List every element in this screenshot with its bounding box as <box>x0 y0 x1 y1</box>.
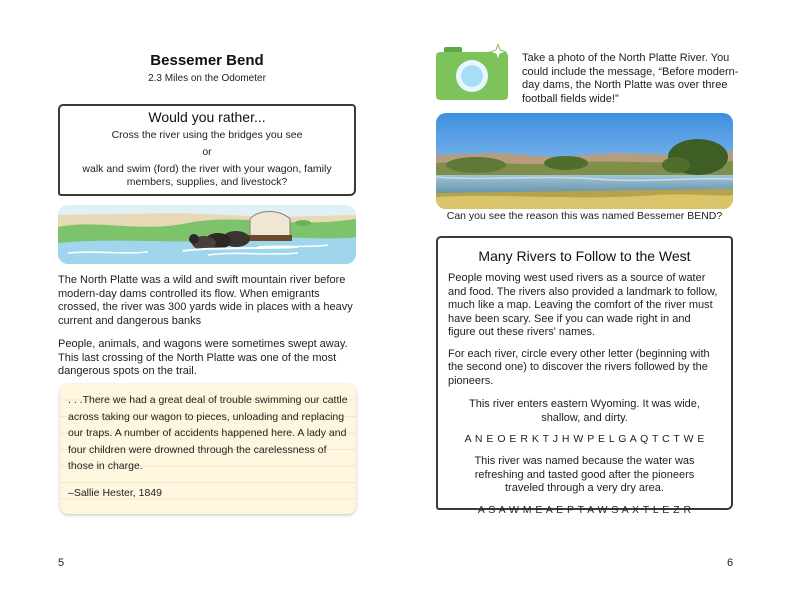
wagon-crossing-illustration <box>58 205 356 264</box>
would-you-rather-title: Would you rather... <box>148 109 266 125</box>
swept-away-paragraph: People, animals, and wagons were sometimes swept away. This last crossing of the North Platte was one of the most dangerous spots on the trail. <box>58 338 348 377</box>
photo-prompt: Take a photo of the North Platte River. You could include the message, “Before modern-day dams, the North Platte was over three football fields wide!” <box>522 52 739 105</box>
rivers-intro-paragraph: People moving west used rivers as a source of water and food. The rivers also provided a landmark to follow, much like a map. Leaving the comfort of the river must have been scary. See if you can wade right in and figure out these rivers' names. <box>448 272 718 338</box>
option-bridges: Cross the river using the bridges you see <box>111 129 303 141</box>
page-title: Bessemer Bend <box>150 52 264 69</box>
page-number-left: 5 <box>58 557 65 569</box>
quote-attribution: –Sallie Hester, 1849 <box>68 486 162 499</box>
north-platte-paragraph: The North Platte was a wild and swift mountain river before modern-day dams controlled its flow. When emigrants crossed, the river was 300 yards wide in places with a heavy current and dangerous banks <box>58 274 353 327</box>
option-or: or <box>202 146 212 158</box>
rivers-instructions: For each river, circle every other letter (beginning with the second one) to discover the rivers followed by the pioneers. <box>448 347 710 387</box>
page-number-right: 6 <box>727 557 734 569</box>
option-ford: walk and swim (ford) the river with your wagon, family members, supplies, and livestock? <box>82 163 332 188</box>
north-platte-river-photo <box>436 113 733 209</box>
diary-quote-card <box>60 384 356 514</box>
quote-text: . . .There we had a great deal of trouble swimming our cattle across taking our wagon to pieces, unloading and replacing our traps. A number of accidents happened here. A lady and four children were drowned through the carelessness of those in charge. <box>68 394 348 472</box>
photo-caption: Can you see the reason this was named Bessemer BEND? <box>446 210 723 222</box>
would-you-rather-box <box>58 104 356 196</box>
letter-puzzle-1: A N E O E R K T J H W P E L G A Q T C T W E <box>464 433 705 445</box>
camera-icon <box>434 44 510 102</box>
river-clue-2: This river was named because the water was refreshing and tasted good after the pioneers traveled through a very dry area. <box>474 455 695 494</box>
rivers-title: Many Rivers to Follow to the West <box>478 248 691 264</box>
letter-puzzle-2: A S A W M E A E P T A W S A X T L E Z R <box>477 503 692 516</box>
rivers-puzzle-box <box>436 236 733 516</box>
river-clue-1: This river enters eastern Wyoming. It was wide, shallow, and dirty. <box>469 398 700 424</box>
page-subtitle: 2.3 Miles on the Odometer <box>148 73 266 84</box>
